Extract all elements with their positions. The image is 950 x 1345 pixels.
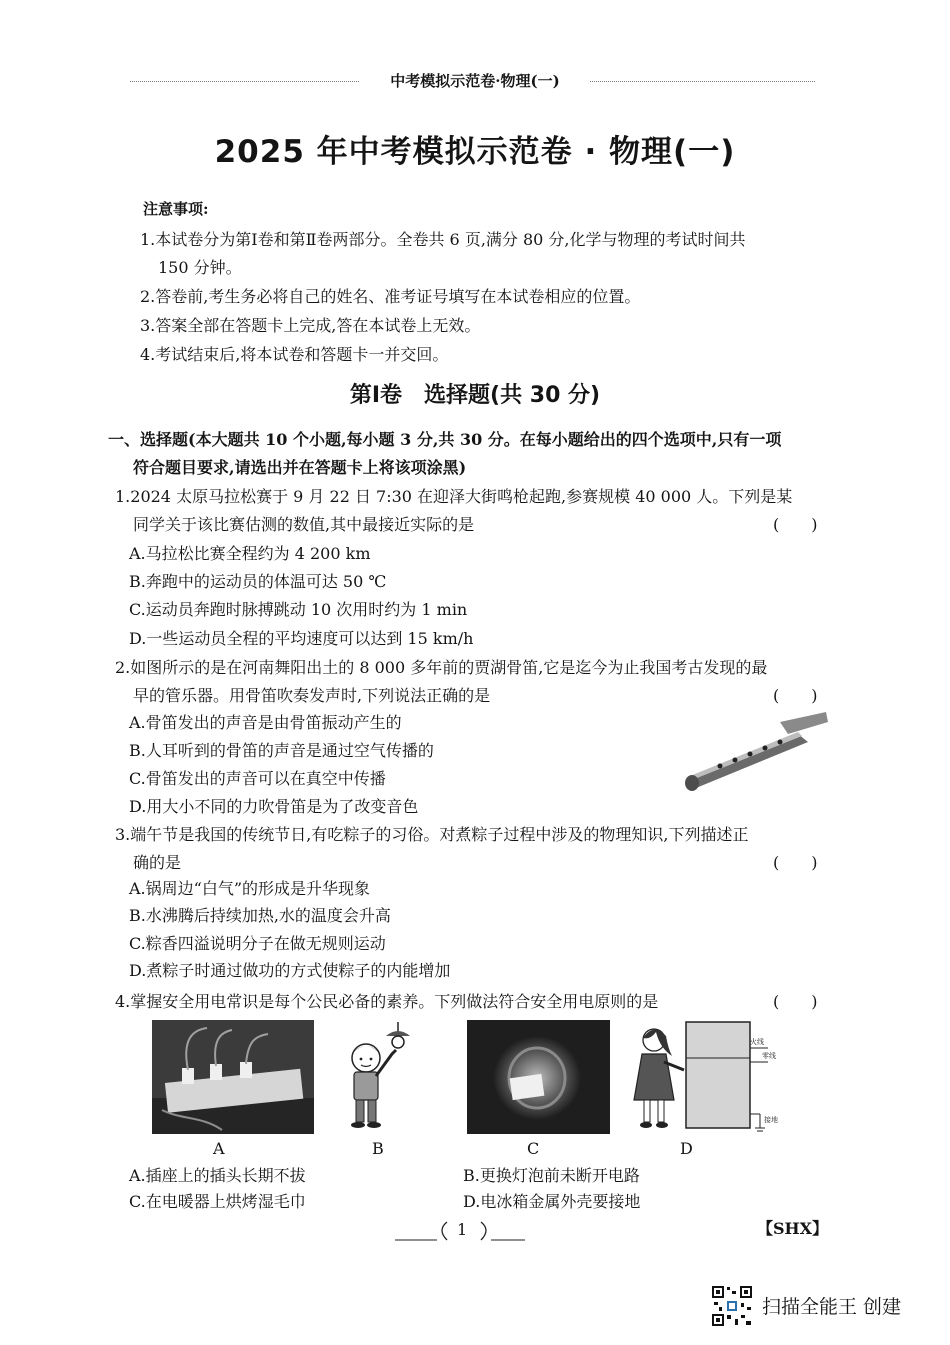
- q3-option-c: C.粽香四溢说明分子在做无规则运动: [129, 934, 386, 953]
- qr-code-icon: [711, 1285, 753, 1327]
- q1-option-c: C.运动员奔跑时脉搏跳动 10 次用时约为 1 min: [129, 600, 468, 619]
- q4-option-b: B.更换灯泡前未断开电路: [463, 1166, 640, 1185]
- q3-option-b: B.水沸腾后持续加热,水的温度会升高: [129, 906, 391, 925]
- q2-option-b: B.人耳听到的骨笛的声音是通过空气传播的: [129, 741, 434, 760]
- bone-flute-image: [680, 712, 830, 794]
- q1-option-a: A.马拉松比赛全程约为 4 200 km: [129, 544, 371, 563]
- figure-d-fridge-grounding-image: [628, 1018, 788, 1136]
- scanner-watermark: 扫描全能王 创建: [762, 1296, 902, 1318]
- figure-c-heater-image: [467, 1020, 610, 1134]
- answer-blank-2: ( ): [773, 686, 818, 705]
- figure-b-bulb-change-image: [330, 1022, 420, 1132]
- figure-d-label: D: [680, 1139, 693, 1158]
- q2-option-c: C.骨笛发出的声音可以在真空中传播: [129, 769, 386, 788]
- notice-item-1: 1.本试卷分为第Ⅰ卷和第Ⅱ卷两部分。全卷共 6 页,满分 80 分,化学与物理的考试时间共: [140, 230, 746, 249]
- figure-a-power-strip-image: [152, 1020, 314, 1134]
- paper-code: 【SHX】: [757, 1219, 829, 1238]
- q3-option-d: D.煮粽子时通过做功的方式使粽子的内能增加: [129, 961, 451, 980]
- section-instruction-cont: 符合题目要求,请选出并在答题卡上将该项涂黑): [133, 458, 467, 477]
- ground-wire-label: 接地: [764, 1116, 778, 1124]
- neutral-wire-label: 零线: [762, 1052, 776, 1060]
- q3-option-a: A.锅周边“白气”的形成是升华现象: [129, 879, 371, 898]
- question-3-stem-cont: 确的是: [133, 853, 182, 872]
- page-number: 1: [457, 1220, 468, 1239]
- figure-a-label: A: [213, 1139, 225, 1158]
- notice-title: 注意事项:: [143, 200, 209, 218]
- q4-option-d: D.电冰箱金属外壳要接地: [463, 1192, 641, 1211]
- live-wire-label: 火线: [750, 1038, 764, 1046]
- answer-blank-3: ( ): [773, 853, 818, 872]
- question-4-stem: 4.掌握安全用电常识是每个公民必备的素养。下列做法符合安全用电原则的是: [115, 992, 659, 1011]
- notice-item-1-cont: 150 分钟。: [158, 258, 242, 277]
- section-title: 第Ⅰ卷 选择题(共 30 分): [349, 383, 601, 408]
- q1-option-b: B.奔跑中的运动员的体温可达 50 ℃: [129, 572, 387, 591]
- question-1-stem: 1.2024 太原马拉松赛于 9 月 22 日 7:30 在迎泽大街鸣枪起跑,参赛规模 40 000 人。下列是某: [115, 487, 793, 506]
- answer-blank-4: ( ): [773, 992, 818, 1011]
- question-2-stem-cont: 早的管乐器。用骨笛吹奏发声时,下列说法正确的是: [133, 686, 491, 705]
- running-header: 中考模拟示范卷·物理(一): [360, 70, 590, 91]
- section-instruction: 一、选择题(本大题共 10 个小题,每小题 3 分,共 30 分。在每小题给出的四个选项中,只有一项: [108, 430, 782, 449]
- notice-item-4: 4.考试结束后,将本试卷和答题卡一并交回。: [140, 345, 449, 364]
- q4-option-c: C.在电暖器上烘烤湿毛巾: [129, 1192, 306, 1211]
- q2-option-a: A.骨笛发出的声音是由骨笛振动产生的: [129, 713, 402, 732]
- answer-blank-1: ( ): [773, 515, 818, 534]
- q1-option-d: D.一些运动员全程的平均速度可以达到 15 km/h: [129, 629, 474, 648]
- question-1-stem-cont: 同学关于该比赛估测的数值,其中最接近实际的是: [133, 515, 475, 534]
- notice-item-2: 2.答卷前,考生务必将自己的姓名、准考证号填写在本试卷相应的位置。: [140, 287, 641, 306]
- figure-c-label: C: [527, 1139, 540, 1158]
- notice-item-3: 3.答案全部在答题卡上完成,答在本试卷上无效。: [140, 316, 481, 335]
- figure-b-label: B: [372, 1139, 384, 1158]
- question-2-stem: 2.如图所示的是在河南舞阳出土的 8 000 多年前的贾湖骨笛,它是迄今为止我国考古发现的最: [115, 658, 768, 677]
- q2-option-d: D.用大小不同的力吹骨笛是为了改变音色: [129, 797, 419, 816]
- question-3-stem: 3.端午节是我国的传统节日,有吃粽子的习俗。对煮粽子过程中涉及的物理知识,下列描述正: [115, 825, 749, 844]
- q4-option-a: A.插座上的插头长期不拔: [129, 1166, 306, 1185]
- page-title: 2025 年中考模拟示范卷 · 物理(一): [214, 134, 736, 170]
